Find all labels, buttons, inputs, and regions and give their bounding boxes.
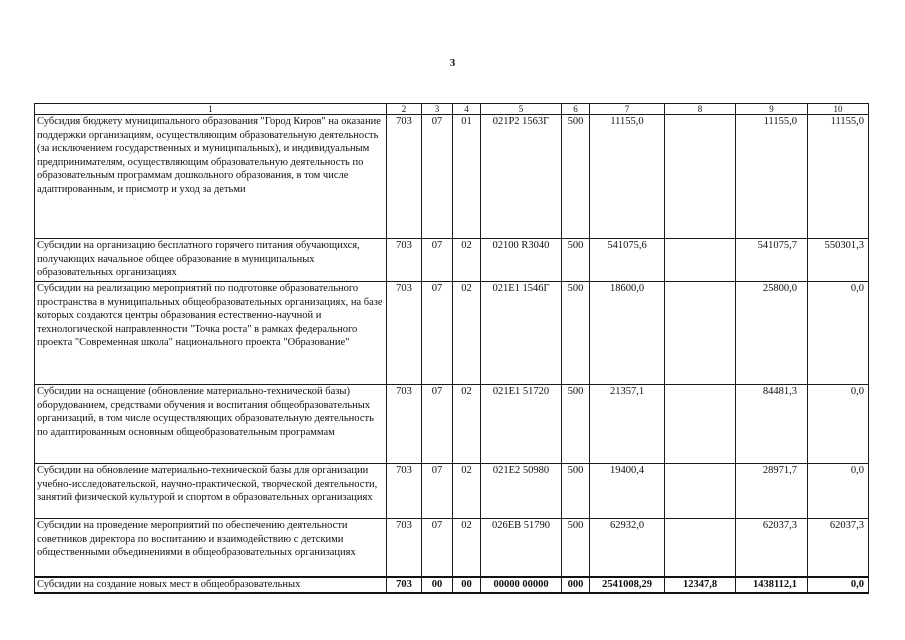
row-amount-10: 62037,3 (808, 519, 869, 578)
row-amount-8 (665, 239, 736, 282)
row-section-code: 07 (422, 464, 453, 519)
row-name: Субсидия бюджету муниципального образования "Город Киров" на оказание поддержки организациям, осуществляющим образовательную деятельность (за исключением государственных и муниципальных), и индивидуальным предпринимателям, осуществляющим образовательную деятельность по образовательным программам дошкольного образования, в том числе адаптированным, и присмотр и уход за детьми (35, 115, 387, 239)
row-amount-8 (665, 464, 736, 519)
header-row (35, 104, 869, 115)
row-section-code: 07 (422, 239, 453, 282)
row-target-code: 00000 00000 (481, 577, 562, 593)
row-amount-7: 11155,0 (590, 115, 665, 239)
column-header: 4 (453, 104, 481, 115)
row-amount-10: 0,0 (808, 464, 869, 519)
row-expense-type: 500 (562, 282, 590, 385)
row-target-code: 026EB 51790 (481, 519, 562, 578)
row-subsection-code: 02 (453, 385, 481, 464)
row-amount-10: 550301,3 (808, 239, 869, 282)
column-header: 3 (422, 104, 453, 115)
row-subsection-code: 02 (453, 464, 481, 519)
table-row (35, 519, 869, 578)
table-row (35, 464, 869, 519)
page-number: 3 (449, 57, 456, 69)
row-name: Субсидии на организацию бесплатного горячего питания обучающихся, получающих начальное общее образование в муниципальных образовательных организациях (35, 239, 387, 282)
row-expense-type: 500 (562, 239, 590, 282)
table-row-total (35, 577, 869, 593)
row-name: Субсидии на реализацию мероприятий по подготовке образовательного пространства в муниципальных общеобразовательных организациях, на базе которых создаются центры образования естественно-научной и технологической направленности "Точка роста" в рамках федерального проекта "Современная школа" национального проекта "Образование" (35, 282, 387, 385)
row-ministry-code: 703 (387, 385, 422, 464)
row-amount-9: 11155,0 (736, 115, 808, 239)
row-amount-10: 0,0 (808, 577, 869, 593)
row-name: Субсидии на оснащение (обновление материально-технической базы) оборудованием, средствами обучения и воспитания общеобразовательных организаций, в том числе осуществляющих образовательную деятельность по адаптированным основным общеобразовательным программам (35, 385, 387, 464)
row-amount-10: 11155,0 (808, 115, 869, 239)
row-amount-8 (665, 115, 736, 239)
row-expense-type: 000 (562, 577, 590, 593)
table-row (35, 385, 869, 464)
row-ministry-code: 703 (387, 115, 422, 239)
budget-table (34, 103, 869, 594)
row-amount-8 (665, 519, 736, 578)
row-target-code: 021E1 51720 (481, 385, 562, 464)
row-target-code: 021E2 50980 (481, 464, 562, 519)
row-amount-8 (665, 282, 736, 385)
table-row (35, 115, 869, 239)
row-amount-10: 0,0 (808, 385, 869, 464)
row-name: Субсидии на проведение мероприятий по обеспечению деятельности советников директора по воспитанию и взаимодействию с детскими общественными объединениями в общеобразовательных организациях (35, 519, 387, 578)
column-header: 7 (590, 104, 665, 115)
row-expense-type: 500 (562, 519, 590, 578)
row-subsection-code: 01 (453, 115, 481, 239)
row-amount-10: 0,0 (808, 282, 869, 385)
row-amount-8: 12347,8 (665, 577, 736, 593)
row-amount-7: 19400,4 (590, 464, 665, 519)
row-target-code: 021E1 1546Г (481, 282, 562, 385)
row-subsection-code: 02 (453, 282, 481, 385)
row-amount-9: 1438112,1 (736, 577, 808, 593)
table-row (35, 282, 869, 385)
row-ministry-code: 703 (387, 282, 422, 385)
column-header: 1 (35, 104, 387, 115)
row-section-code: 00 (422, 577, 453, 593)
row-amount-7: 62932,0 (590, 519, 665, 578)
row-subsection-code: 00 (453, 577, 481, 593)
row-amount-9: 62037,3 (736, 519, 808, 578)
row-section-code: 07 (422, 519, 453, 578)
row-amount-8 (665, 385, 736, 464)
row-section-code: 07 (422, 385, 453, 464)
row-amount-7: 541075,6 (590, 239, 665, 282)
row-expense-type: 500 (562, 115, 590, 239)
row-amount-7: 2541008,29 (590, 577, 665, 593)
table-row (35, 239, 869, 282)
column-header: 8 (665, 104, 736, 115)
row-target-code: 021P2 1563Г (481, 115, 562, 239)
row-amount-9: 25800,0 (736, 282, 808, 385)
row-ministry-code: 703 (387, 464, 422, 519)
column-header: 2 (387, 104, 422, 115)
column-header: 9 (736, 104, 808, 115)
row-subsection-code: 02 (453, 239, 481, 282)
row-section-code: 07 (422, 282, 453, 385)
row-expense-type: 500 (562, 385, 590, 464)
column-header: 10 (808, 104, 869, 115)
row-ministry-code: 703 (387, 239, 422, 282)
column-header: 5 (481, 104, 562, 115)
column-header: 6 (562, 104, 590, 115)
row-expense-type: 500 (562, 464, 590, 519)
row-amount-7: 18600,0 (590, 282, 665, 385)
row-amount-9: 541075,7 (736, 239, 808, 282)
row-name: Субсидии на обновление материально-технической базы для организации учебно-исследовательской, научно-практической, творческой деятельности, занятий физической культурой и спортом в образовательных организациях (35, 464, 387, 519)
row-target-code: 02100 R3040 (481, 239, 562, 282)
row-name: Субсидии на создание новых мест в общеобразовательных (35, 577, 387, 593)
row-section-code: 07 (422, 115, 453, 239)
row-amount-9: 84481,3 (736, 385, 808, 464)
row-amount-9: 28971,7 (736, 464, 808, 519)
row-subsection-code: 02 (453, 519, 481, 578)
row-ministry-code: 703 (387, 577, 422, 593)
row-ministry-code: 703 (387, 519, 422, 578)
row-amount-7: 21357,1 (590, 385, 665, 464)
